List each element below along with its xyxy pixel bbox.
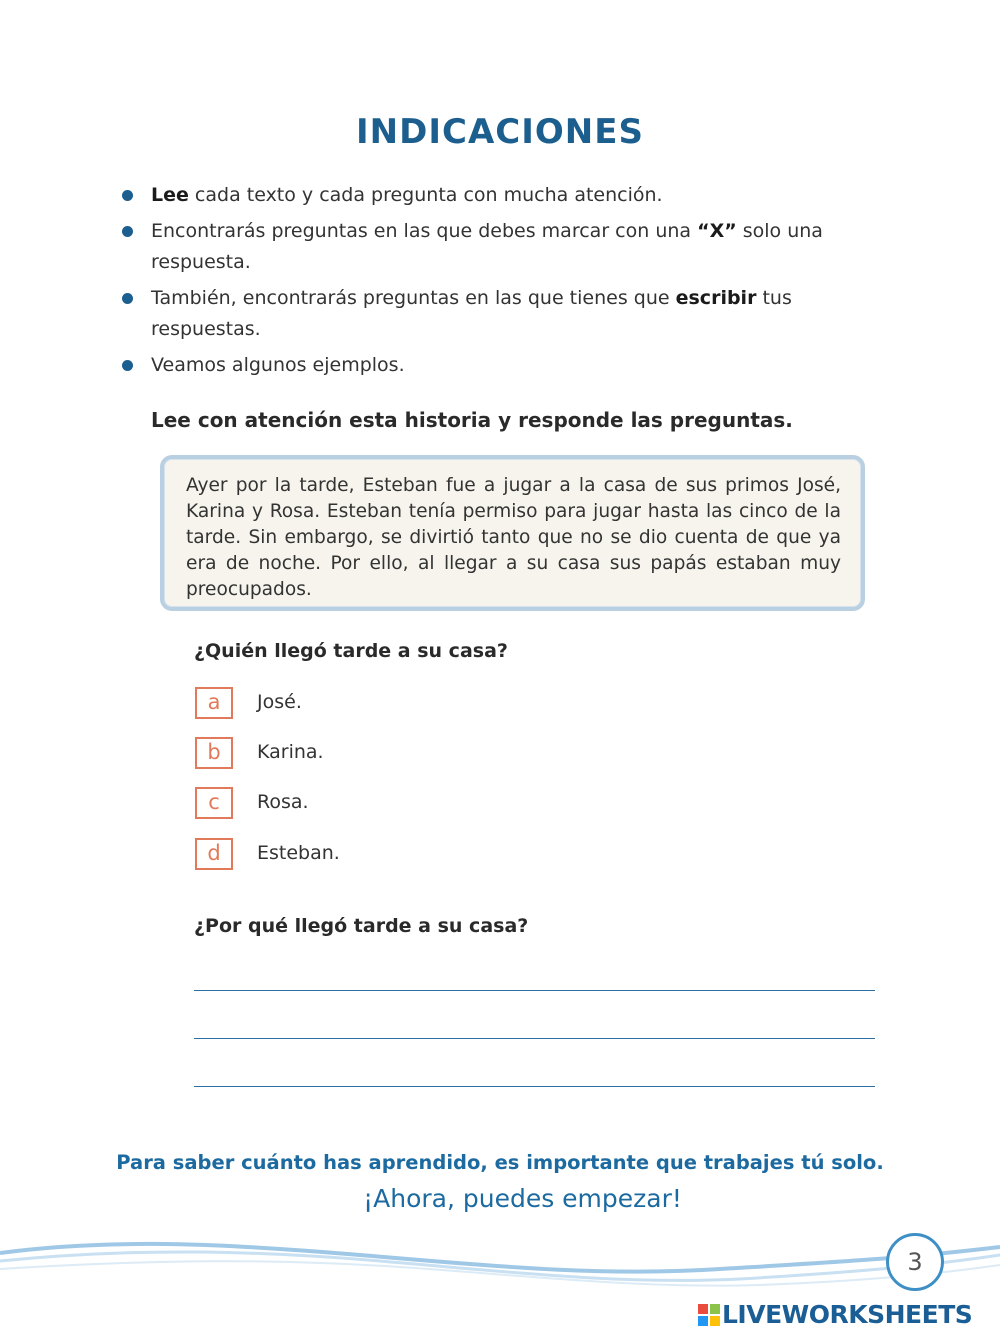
option-label: Rosa. (257, 791, 309, 813)
page-number: 3 (886, 1233, 944, 1291)
bullet-icon (122, 360, 133, 371)
bullet-icon (122, 226, 133, 237)
answer-line[interactable] (194, 990, 875, 991)
instruction-item: Encontrarás preguntas en las que debes marcar con una “X” solo una respuesta. (120, 216, 880, 278)
answer-option-d[interactable] (195, 838, 595, 872)
instructions-list (120, 180, 880, 386)
instruction-item: Veamos algunos ejemplos. (120, 350, 880, 381)
bullet-icon (122, 293, 133, 304)
page-title: INDICACIONES (356, 112, 644, 152)
instruction-item: También, encontrarás preguntas en las que tienes que escribir tus respuestas. (120, 283, 880, 345)
wave-decoration (0, 1225, 1000, 1295)
option-checkbox[interactable]: b (195, 737, 233, 769)
option-checkbox[interactable]: d (195, 838, 233, 870)
footer-note: Para saber cuánto has aprendido, es importante que trabajes tú solo. (116, 1151, 884, 1174)
brand-logo (698, 1300, 998, 1330)
answer-option-c[interactable] (195, 787, 595, 821)
brand-text: LIVEWORKSHEETS (722, 1300, 973, 1329)
footer-start: ¡Ahora, puedes empezar! (363, 1184, 682, 1213)
question-1: ¿Quién llegó tarde a su casa? (194, 640, 508, 662)
answer-option-a[interactable] (195, 687, 595, 721)
option-label: Esteban. (257, 842, 340, 864)
option-label: Karina. (257, 741, 324, 763)
question-2: ¿Por qué llegó tarde a su casa? (194, 915, 529, 937)
option-label: José. (257, 691, 302, 713)
bullet-icon (122, 190, 133, 201)
answer-option-b[interactable] (195, 737, 595, 771)
option-checkbox[interactable]: c (195, 787, 233, 819)
reading-instruction: Lee con atención esta historia y responde las preguntas. (151, 408, 793, 432)
story-box: Ayer por la tarde, Esteban fue a jugar a la casa de sus primos José, Karina y Rosa. Esteban tenía permiso para jugar hasta las cinco de la tarde. Sin embargo, se divirtió tanto que no se dio cuenta de que ya era de noche. Por ello, al llegar a su casa sus papás estaban muy preocupados. (160, 455, 865, 611)
answer-line[interactable] (194, 1038, 875, 1039)
answer-line[interactable] (194, 1086, 875, 1087)
instruction-item: Lee cada texto y cada pregunta con mucha atención. (120, 180, 880, 211)
option-checkbox[interactable]: a (195, 687, 233, 719)
liveworksheets-logo-icon (698, 1304, 720, 1326)
